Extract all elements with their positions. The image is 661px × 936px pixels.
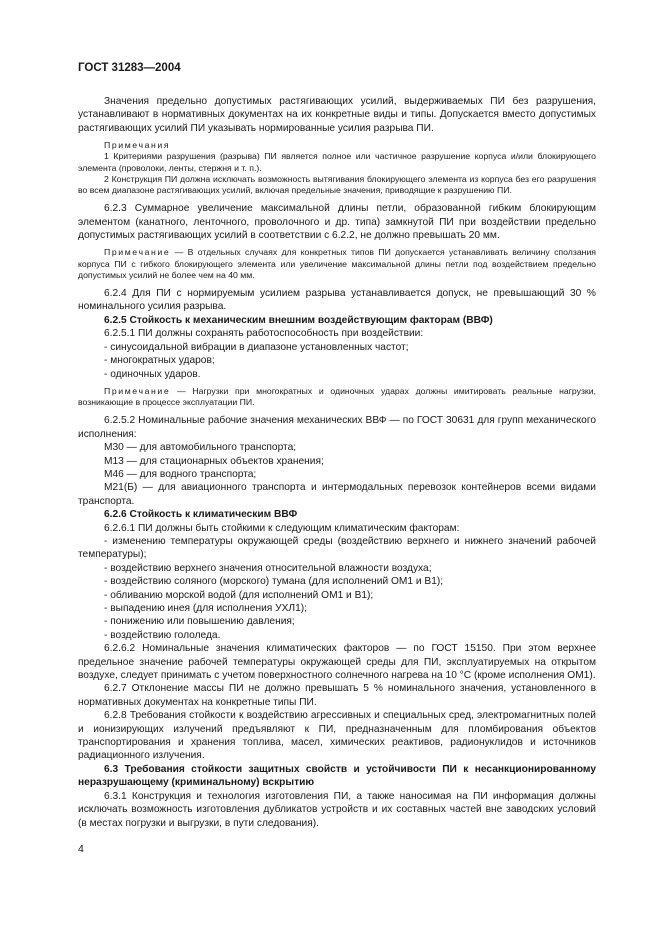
list-item: [78, 589, 596, 602]
paragraph-text: - воздействию соляного (морского) тумана (для исполнений ОМ1 и В1);: [104, 576, 444, 588]
paragraph-text: Примечания: [104, 140, 171, 151]
list-item: [78, 575, 596, 588]
paragraph: [78, 709, 596, 763]
paragraph: [78, 287, 596, 314]
paragraph-text: - одиночных ударов.: [104, 368, 201, 380]
list-item: [78, 468, 596, 481]
note-label: Примечание: [104, 385, 171, 396]
paragraph-text: - обливанию морской водой (для исполнений ОМ1 и В1);: [104, 589, 374, 601]
list-item: [78, 629, 596, 642]
paragraph-text: - воздействию гололеда.: [104, 629, 221, 641]
paragraph-text: - воздействию верхнего значения относительной влажности воздуха;: [104, 562, 432, 574]
paragraph-text: 6.2.7 Отклонение массы ПИ не должно превышать 5 % номинального значения, установленного в нормативных документах на конкретные типы ПИ.: [78, 683, 596, 708]
paragraph: [78, 481, 596, 508]
paragraph-text: 6.2.5 Стойкость к механическим внешним воздействующим факторам (ВВФ): [104, 314, 493, 326]
page-number: 4: [78, 843, 84, 855]
paragraph-text: - выпадению инея (для исполнения УХЛ1);: [104, 603, 307, 614]
paragraph-text: М30 — для автомобильного транспорта;: [104, 442, 297, 454]
paragraph: [78, 414, 596, 441]
list-item: [78, 455, 596, 468]
paragraph-text: М46 — для водного транспорта;: [104, 468, 257, 480]
list-item: [78, 354, 596, 367]
note-paragraph: [78, 247, 596, 281]
standard-header: ГОСТ 31283—2004: [78, 62, 181, 74]
note-paragraph: [78, 140, 596, 151]
paragraph-text: - понижению или повышению давления;: [104, 616, 295, 628]
paragraph-text: М21(Б) — для авиационного транспорта и интермодальных перевозок контейнеров всеми видами транспорта.: [78, 482, 596, 507]
paragraph-text: - изменению температуры окружающей среды (воздействию верхнего и нижнего значений рабочей температуры);: [78, 535, 596, 561]
paragraph-text: 2 Конструкция ПИ должна исключать возможность вытягивания блокирующего элемента из корпуса без его разрушения во всем диапазоне растягивающих усилий, включая предельные значения, приводящие к разрушению ПИ.: [78, 173, 596, 196]
paragraph: [78, 682, 596, 709]
paragraph: [78, 522, 596, 535]
paragraph: [78, 95, 596, 135]
paragraph-text: — Нагрузки при многократных и одиночных ударах должны имитировать реальные нагрузки, возникающие в процессе эксплуатации ПИ.: [78, 385, 596, 408]
paragraph-text: 6.2.3 Суммарное увеличение максимальной длины петли, образованной гибким блокирующим элементом (канатного, ленточного, проволочного и др. типа) замкнутой ПИ при воздействии предельно допустимых растягивающих усилий в соответствии с 6.2.2, не должно превышать 20 мм.: [78, 203, 596, 242]
paragraph-text: 6.2.5.2 Номинальные рабочие значения механических ВВФ — по ГОСТ 30631 для групп механического исполнения:: [78, 415, 596, 440]
list-item: [78, 562, 596, 575]
section-heading: [78, 508, 596, 521]
paragraph-text: — В отдельных случаях для конкретных типов ПИ допускается устанавливать величину сползания корпуса ПИ с гибкого блокирующего элемента или увеличение максимальной длины петли под воздействием предельно допустимых усилий не более чем на 40 мм.: [78, 247, 596, 280]
paragraph-text: 6.2.4 Для ПИ с нормируемым усилием разрыва устанавливается допуск, не превышающий 30 % номинального усилия разрыва.: [78, 288, 596, 313]
paragraph-text: 6.2.5.1 ПИ должны сохранять работоспособность при воздействии:: [104, 328, 424, 340]
paragraph-text: М13 — для стационарных объектов хранения;: [104, 455, 324, 467]
section-heading: [78, 314, 596, 327]
note-paragraph: [78, 174, 596, 196]
list-item: [78, 602, 596, 615]
paragraph-text: - синусоидальной вибрации в диапазоне установленных частот;: [104, 341, 409, 353]
note-paragraph: [78, 151, 596, 173]
paragraph-text: 6.2.6.1 ПИ должны быть стойкими к следующим климатическим факторам:: [104, 522, 460, 534]
note-paragraph: [78, 386, 596, 408]
list-item: [78, 341, 596, 354]
paragraph-text: - многократных ударов;: [104, 355, 215, 367]
list-item: [78, 615, 596, 628]
document-body: [78, 95, 596, 830]
list-item: [78, 368, 596, 381]
note-label: Примечание: [104, 247, 171, 258]
paragraph: [78, 642, 596, 682]
paragraph: [78, 202, 596, 242]
paragraph: [78, 790, 596, 830]
paragraph: [78, 327, 596, 340]
paragraph-text: 6.3.1 Конструкция и технология изготовления ПИ, а также наносимая на ПИ информация должны исключать возможность изготовления дубликатов устройств и их составных частей вне заводских условий (в местах погрузки и выгрузки, в пути следования).: [78, 790, 596, 829]
paragraph-text: 6.2.6 Стойкость к климатическим ВВФ: [104, 509, 298, 521]
paragraph-text: 1 Критериями разрушения (разрыва) ПИ является полное или частичное разрушение корпуса и/или блокирующего элемента (проволоки, ленты, стержня и т. п.).: [78, 151, 596, 173]
paragraph: [78, 535, 596, 562]
paragraph-text: 6.2.8 Требования стойкости к воздействию агрессивных и специальных сред, электромагнитных полей и ионизирующих излучений предъявляют к ПИ, предназначенным для пломбирования объектов транспортирования и хранения топлива, масел, химических реактивов, радионуклидов и источников радиационного излучения.: [78, 710, 596, 762]
list-item: [78, 441, 596, 454]
section-heading: [78, 763, 596, 790]
paragraph-text: 6.2.6.2 Номинальные значения климатических факторов — по ГОСТ 15150. При этом верхнее предельное значение рабочей температуры окружающей среды для ПИ, эксплуатируемых на открытом воздухе, следует принимать с учетом поверхностного солнечного нагрева на 10 °С (кроме исполнения ОМ1).: [78, 643, 596, 682]
paragraph-text: Значения предельно допустимых растягивающих усилий, выдерживаемых ПИ без разрушения, устанавливают в нормативных документах на их конкретные виды и типы. Допускается вместо допустимых растягивающих усилий ПИ указывать нормированные усилия разрыва ПИ.: [78, 96, 596, 134]
paragraph-text: 6.3 Требования стойкости защитных свойств и устойчивости ПИ к несанкционированному неразрушающему (криминальному) вскрытию: [78, 763, 596, 789]
